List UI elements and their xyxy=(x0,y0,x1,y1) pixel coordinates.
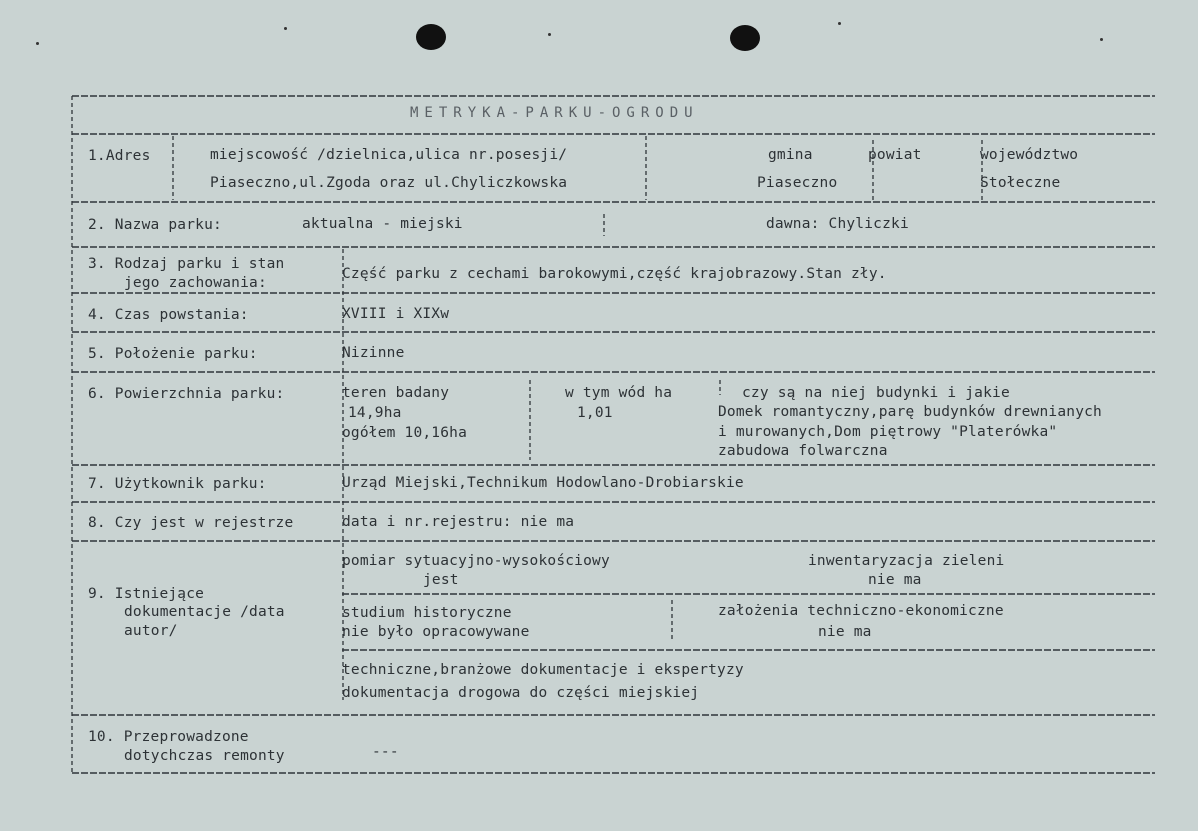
documentation-label-line2: dokumentacje /data xyxy=(124,604,285,620)
location-header: miejscowość /dzielnica,ulica nr.posesji/ xyxy=(210,147,568,163)
documentation-label-line3: autor/ xyxy=(124,623,178,639)
address-label: 1.Adres xyxy=(88,148,151,164)
gmina-header: gmina xyxy=(768,147,813,163)
repairs-value: --- xyxy=(372,744,399,760)
park-type-value: Część parku z cechami barokowymi,część krajobrazowy.Stan zły. xyxy=(342,266,887,282)
registry-label: 8. Czy jest w rejestrze xyxy=(88,515,294,531)
study-header: studium historyczne xyxy=(342,605,512,621)
repairs-label-line2: dotychczas remonty xyxy=(124,748,285,764)
location-value: Piaseczno,ul.Zgoda oraz ul.Chyliczkowska xyxy=(210,175,568,191)
inventory-header: inwentaryzacja zieleni xyxy=(808,553,1005,569)
park-name-former: dawna: Chyliczki xyxy=(766,216,909,232)
surveyed-area-header: teren badany xyxy=(342,385,450,401)
wojewodztwo-value: Stołeczne xyxy=(980,175,1061,191)
location-type-label: 5. Położenie parku: xyxy=(88,346,258,362)
park-name-label: 2. Nazwa parku: xyxy=(88,217,222,233)
techecon-value: nie ma xyxy=(818,624,872,640)
creation-time-label: 4. Czas powstania: xyxy=(88,307,249,323)
park-name-current: aktualna - miejski xyxy=(302,216,463,232)
creation-time-value: XVIII i XIXw xyxy=(342,306,450,322)
water-area-value: 1,01 xyxy=(577,405,613,421)
location-type-value: Nizinne xyxy=(342,345,405,361)
registry-value: data i nr.rejestru: nie ma xyxy=(342,514,575,530)
buildings-header: czy są na niej budynki i jakie xyxy=(742,385,1010,401)
study-value: nie było opracowywane xyxy=(342,624,530,640)
form-title: METRYKA-PARKU-OGRODU xyxy=(410,105,699,121)
area-label: 6. Powierzchnia parku: xyxy=(88,386,285,402)
documentation-label-line1: 9. Istniejące xyxy=(88,586,205,602)
gmina-value: Piaseczno xyxy=(757,175,838,191)
technical-value: dokumentacja drogowa do części miejskiej xyxy=(342,685,700,701)
repairs-label-line1: 10. Przeprowadzone xyxy=(88,729,249,745)
surveyed-area-value: 14,9ha xyxy=(348,405,402,421)
powiat-header: powiat xyxy=(868,147,922,163)
buildings-line2: i murowanych,Dom piętrowy "Platerówka" xyxy=(718,424,1058,440)
water-area-header: w tym wód ha xyxy=(565,385,673,401)
survey-value: jest xyxy=(423,572,459,588)
park-type-label-line1: 3. Rodzaj parku i stan xyxy=(88,256,285,272)
technical-header: techniczne,branżowe dokumentacje i ekspertyzy xyxy=(342,662,744,678)
park-type-label-line2: jego zachowania: xyxy=(124,275,267,291)
buildings-line1: Domek romantyczny,parę budynków drewnianych xyxy=(718,404,1102,420)
techecon-header: założenia techniczno-ekonomiczne xyxy=(718,603,1004,619)
survey-header: pomiar sytuacyjno-wysokościowy xyxy=(342,553,610,569)
buildings-line3: zabudowa folwarczna xyxy=(718,443,888,459)
user-value: Urząd Miejski,Technikum Hodowlano-Drobiarskie xyxy=(342,475,744,491)
user-label: 7. Użytkownik parku: xyxy=(88,476,267,492)
wojewodztwo-header: województwo xyxy=(980,147,1079,163)
inventory-value: nie ma xyxy=(868,572,922,588)
total-area: ogółem 10,16ha xyxy=(342,425,468,441)
